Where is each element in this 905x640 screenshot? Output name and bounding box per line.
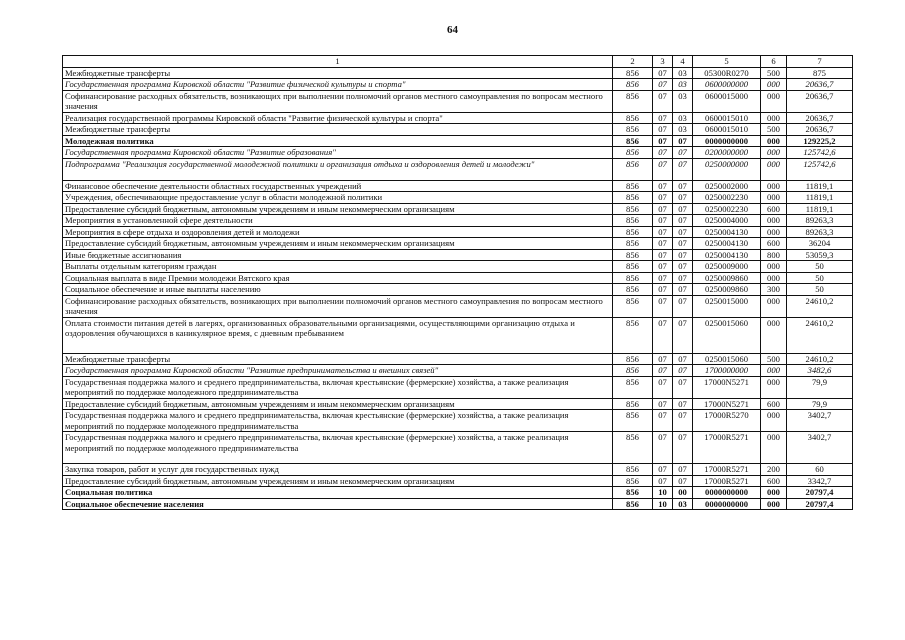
- row-name: Государственная программа Кировской области "Развитие физической культуры и спорта": [63, 79, 613, 91]
- row-section: 07: [653, 295, 673, 317]
- row-expense-type: 000: [761, 158, 787, 180]
- row-subsection: 03: [673, 124, 693, 136]
- row-section: 07: [653, 464, 673, 476]
- row-amount: 79,9: [787, 376, 853, 398]
- row-name: Подпрограмма "Реализация государственной молодежной политики и организация отдыха и оздоровления детей и молодежи": [63, 158, 613, 180]
- header-cell: 6: [761, 56, 787, 68]
- table-row: [63, 124, 853, 136]
- table-row: [63, 432, 853, 464]
- row-target-article: 17000N5271: [693, 398, 761, 410]
- row-subsection: 07: [673, 147, 693, 159]
- table-row: [63, 317, 853, 353]
- row-amount: 24610,2: [787, 353, 853, 365]
- row-expense-type: 000: [761, 192, 787, 204]
- row-section: 07: [653, 432, 673, 464]
- row-admin-code: 856: [613, 284, 653, 296]
- row-admin-code: 856: [613, 147, 653, 159]
- table-row: [63, 365, 853, 377]
- row-amount: 875: [787, 67, 853, 79]
- row-name: Закупка товаров, работ и услуг для государственных нужд: [63, 464, 613, 476]
- row-target-article: 17000R5270: [693, 410, 761, 432]
- row-section: 07: [653, 353, 673, 365]
- row-target-article: 0250002230: [693, 203, 761, 215]
- row-name: Социальное обеспечение и иные выплаты населению: [63, 284, 613, 296]
- row-section: 07: [653, 272, 673, 284]
- header-cell: 3: [653, 56, 673, 68]
- table-row: [63, 295, 853, 317]
- row-admin-code: 856: [613, 215, 653, 227]
- row-expense-type: 000: [761, 365, 787, 377]
- row-admin-code: 856: [613, 353, 653, 365]
- row-name: Предоставление субсидий бюджетным, автономным учреждениям и иным некоммерческим организациям: [63, 475, 613, 487]
- row-amount: 60: [787, 464, 853, 476]
- row-amount: 24610,2: [787, 295, 853, 317]
- row-amount: 11819,1: [787, 192, 853, 204]
- row-amount: 20636,7: [787, 124, 853, 136]
- row-subsection: 03: [673, 112, 693, 124]
- row-expense-type: 600: [761, 398, 787, 410]
- row-target-article: 17000N5271: [693, 376, 761, 398]
- row-expense-type: 000: [761, 261, 787, 273]
- row-subsection: 07: [673, 158, 693, 180]
- row-expense-type: 000: [761, 272, 787, 284]
- row-subsection: 07: [673, 261, 693, 273]
- row-amount: 20636,7: [787, 79, 853, 91]
- table-row: [63, 272, 853, 284]
- row-admin-code: 856: [613, 410, 653, 432]
- row-name: Межбюджетные трансферты: [63, 67, 613, 79]
- table-row: [63, 112, 853, 124]
- table-row: [63, 215, 853, 227]
- row-section: 10: [653, 487, 673, 499]
- row-subsection: 07: [673, 432, 693, 464]
- row-admin-code: 856: [613, 317, 653, 353]
- table-row: [63, 147, 853, 159]
- row-amount: 20797,4: [787, 487, 853, 499]
- row-section: 07: [653, 284, 673, 296]
- row-admin-code: 856: [613, 475, 653, 487]
- row-expense-type: 500: [761, 67, 787, 79]
- row-target-article: 0250000000: [693, 158, 761, 180]
- table-row: [63, 135, 853, 147]
- row-subsection: 03: [673, 90, 693, 112]
- row-name: Софинансирование расходных обязательств, возникающих при выполнении полномочий органов местного самоуправления по вопросам местного значения: [63, 295, 613, 317]
- row-name: Предоставление субсидий бюджетным, автономным учреждениям и иным некоммерческим организациям: [63, 238, 613, 250]
- row-admin-code: 856: [613, 135, 653, 147]
- row-amount: 53059,3: [787, 249, 853, 261]
- row-section: 07: [653, 249, 673, 261]
- budget-table: [62, 55, 853, 510]
- row-section: 07: [653, 475, 673, 487]
- row-expense-type: 000: [761, 487, 787, 499]
- header-cell: 2: [613, 56, 653, 68]
- row-amount: 50: [787, 272, 853, 284]
- row-expense-type: 800: [761, 249, 787, 261]
- row-expense-type: 600: [761, 475, 787, 487]
- table-row: [63, 487, 853, 499]
- header-cell: 5: [693, 56, 761, 68]
- row-amount: 79,9: [787, 398, 853, 410]
- row-subsection: 07: [673, 365, 693, 377]
- row-expense-type: 300: [761, 284, 787, 296]
- row-name: Софинансирование расходных обязательств, возникающих при выполнении полномочий органов местного самоуправления по вопросам местного значения: [63, 90, 613, 112]
- row-section: 07: [653, 147, 673, 159]
- row-subsection: 07: [673, 284, 693, 296]
- row-expense-type: 600: [761, 238, 787, 250]
- row-admin-code: 856: [613, 376, 653, 398]
- table-row: [63, 226, 853, 238]
- row-section: 10: [653, 498, 673, 510]
- row-amount: 3342,7: [787, 475, 853, 487]
- row-section: 07: [653, 90, 673, 112]
- row-amount: 3402,7: [787, 432, 853, 464]
- row-section: 07: [653, 365, 673, 377]
- row-target-article: 17000R5271: [693, 464, 761, 476]
- table-row: [63, 475, 853, 487]
- row-admin-code: 856: [613, 238, 653, 250]
- row-subsection: 03: [673, 498, 693, 510]
- row-expense-type: 000: [761, 215, 787, 227]
- row-expense-type: 000: [761, 226, 787, 238]
- row-admin-code: 856: [613, 432, 653, 464]
- row-name: Молодежная политика: [63, 135, 613, 147]
- row-admin-code: 856: [613, 112, 653, 124]
- row-admin-code: 856: [613, 464, 653, 476]
- row-admin-code: 856: [613, 180, 653, 192]
- row-subsection: 07: [673, 203, 693, 215]
- row-admin-code: 856: [613, 79, 653, 91]
- table-row: [63, 498, 853, 510]
- page-number: 64: [447, 24, 458, 36]
- table-row: [63, 353, 853, 365]
- row-expense-type: 000: [761, 135, 787, 147]
- row-target-article: 0000000000: [693, 498, 761, 510]
- row-subsection: 07: [673, 376, 693, 398]
- row-name: Государственная поддержка малого и среднего предпринимательства, включая крестьянские (фермерские) хозяйства, а также реализация мероприятий по поддержке молодежного предпринимательства: [63, 376, 613, 398]
- row-target-article: 0250009860: [693, 272, 761, 284]
- row-target-article: 0250009860: [693, 284, 761, 296]
- table-row: [63, 180, 853, 192]
- row-name: Социальная политика: [63, 487, 613, 499]
- table-header-row: [63, 56, 853, 68]
- table-row: [63, 398, 853, 410]
- row-expense-type: 600: [761, 203, 787, 215]
- row-expense-type: 500: [761, 353, 787, 365]
- row-section: 07: [653, 226, 673, 238]
- row-name: Государственная поддержка малого и среднего предпринимательства, включая крестьянские (фермерские) хозяйства, а также реализация мероприятий по поддержке молодежного предпринимательства: [63, 432, 613, 464]
- row-name: Государственная поддержка малого и среднего предпринимательства, включая крестьянские (фермерские) хозяйства, а также реализация мероприятий по поддержке молодежного предпринимательства: [63, 410, 613, 432]
- row-amount: 50: [787, 261, 853, 273]
- row-expense-type: 000: [761, 498, 787, 510]
- row-section: 07: [653, 317, 673, 353]
- row-amount: 20636,7: [787, 112, 853, 124]
- row-expense-type: 000: [761, 147, 787, 159]
- row-target-article: 0250004130: [693, 226, 761, 238]
- row-target-article: 17000R5271: [693, 432, 761, 464]
- row-name: Предоставление субсидий бюджетным, автономным учреждениям и иным некоммерческим организациям: [63, 398, 613, 410]
- row-target-article: 0200000000: [693, 147, 761, 159]
- row-section: 07: [653, 261, 673, 273]
- row-name: Выплаты отдельным категориям граждан: [63, 261, 613, 273]
- row-expense-type: 000: [761, 295, 787, 317]
- row-target-article: 0000000000: [693, 487, 761, 499]
- table-row: [63, 284, 853, 296]
- row-name: Учреждения, обеспечивающие предоставление услуг в области молодежной политики: [63, 192, 613, 204]
- row-expense-type: 500: [761, 124, 787, 136]
- row-subsection: 07: [673, 226, 693, 238]
- row-admin-code: 856: [613, 398, 653, 410]
- row-amount: 125742,6: [787, 147, 853, 159]
- row-subsection: 07: [673, 295, 693, 317]
- row-target-article: 0600000000: [693, 79, 761, 91]
- row-subsection: 07: [673, 464, 693, 476]
- table-row: [63, 90, 853, 112]
- row-amount: 24610,2: [787, 317, 853, 353]
- table-row: [63, 158, 853, 180]
- row-amount: 89263,3: [787, 215, 853, 227]
- row-section: 07: [653, 238, 673, 250]
- row-amount: 129225,2: [787, 135, 853, 147]
- row-target-article: 0250004130: [693, 238, 761, 250]
- row-section: 07: [653, 135, 673, 147]
- row-target-article: 0250004000: [693, 215, 761, 227]
- row-amount: 50: [787, 284, 853, 296]
- row-name: Мероприятия в установленной сфере деятельности: [63, 215, 613, 227]
- row-expense-type: 000: [761, 432, 787, 464]
- row-section: 07: [653, 215, 673, 227]
- row-section: 07: [653, 376, 673, 398]
- table-row: [63, 203, 853, 215]
- row-target-article: 17000R5271: [693, 475, 761, 487]
- row-target-article: 0250015000: [693, 295, 761, 317]
- row-subsection: 00: [673, 487, 693, 499]
- row-amount: 36204: [787, 238, 853, 250]
- row-expense-type: 000: [761, 376, 787, 398]
- row-section: 07: [653, 398, 673, 410]
- row-target-article: 0250015060: [693, 317, 761, 353]
- row-admin-code: 856: [613, 272, 653, 284]
- row-amount: 89263,3: [787, 226, 853, 238]
- table-row: [63, 67, 853, 79]
- table-row: [63, 79, 853, 91]
- row-expense-type: 000: [761, 410, 787, 432]
- row-subsection: 07: [673, 249, 693, 261]
- row-subsection: 07: [673, 192, 693, 204]
- row-amount: 125742,6: [787, 158, 853, 180]
- row-admin-code: 856: [613, 295, 653, 317]
- table-row: [63, 410, 853, 432]
- row-subsection: 07: [673, 317, 693, 353]
- row-target-article: 0250009000: [693, 261, 761, 273]
- row-expense-type: 000: [761, 112, 787, 124]
- row-subsection: 07: [673, 135, 693, 147]
- row-expense-type: 000: [761, 180, 787, 192]
- row-admin-code: 856: [613, 261, 653, 273]
- row-section: 07: [653, 192, 673, 204]
- row-target-article: 0250002000: [693, 180, 761, 192]
- row-admin-code: 856: [613, 90, 653, 112]
- table-row: [63, 376, 853, 398]
- table-row: [63, 261, 853, 273]
- row-section: 07: [653, 112, 673, 124]
- row-target-article: 1700000000: [693, 365, 761, 377]
- row-name: Финансовое обеспечение деятельности областных государственных учреждений: [63, 180, 613, 192]
- row-subsection: 07: [673, 215, 693, 227]
- row-subsection: 07: [673, 180, 693, 192]
- row-admin-code: 856: [613, 158, 653, 180]
- row-admin-code: 856: [613, 203, 653, 215]
- row-amount: 20797,4: [787, 498, 853, 510]
- header-cell: 4: [673, 56, 693, 68]
- row-admin-code: 856: [613, 67, 653, 79]
- row-admin-code: 856: [613, 226, 653, 238]
- row-section: 07: [653, 79, 673, 91]
- row-admin-code: 856: [613, 192, 653, 204]
- row-target-article: 0000000000: [693, 135, 761, 147]
- header-cell: 7: [787, 56, 853, 68]
- row-admin-code: 856: [613, 365, 653, 377]
- header-cell: 1: [63, 56, 613, 68]
- row-name: Реализация государственной программы Кировской области "Развитие физической культуры и спорта": [63, 112, 613, 124]
- row-section: 07: [653, 67, 673, 79]
- row-subsection: 07: [673, 475, 693, 487]
- row-expense-type: 000: [761, 90, 787, 112]
- row-subsection: 07: [673, 353, 693, 365]
- row-name: Оплата стоимости питания детей в лагерях, организованных образовательными организациями, осуществляющими организацию отдыха и оздоровления обучающихся в каникулярное время, с дневным пребыванием: [63, 317, 613, 353]
- row-target-article: 0600015010: [693, 124, 761, 136]
- row-subsection: 03: [673, 67, 693, 79]
- row-amount: 20636,7: [787, 90, 853, 112]
- row-target-article: 0250002230: [693, 192, 761, 204]
- row-name: Предоставление субсидий бюджетным, автономным учреждениям и иным некоммерческим организациям: [63, 203, 613, 215]
- table-row: [63, 238, 853, 250]
- row-name: Иные бюджетные ассигнования: [63, 249, 613, 261]
- row-subsection: 07: [673, 410, 693, 432]
- row-subsection: 03: [673, 79, 693, 91]
- row-amount: 3402,7: [787, 410, 853, 432]
- row-name: Государственная программа Кировской области "Развитие образования": [63, 147, 613, 159]
- row-target-article: 0250015060: [693, 353, 761, 365]
- row-admin-code: 856: [613, 249, 653, 261]
- row-expense-type: 000: [761, 317, 787, 353]
- row-name: Социальное обеспечение населения: [63, 498, 613, 510]
- row-target-article: 0600015010: [693, 112, 761, 124]
- row-expense-type: 200: [761, 464, 787, 476]
- row-expense-type: 000: [761, 79, 787, 91]
- table-row: [63, 192, 853, 204]
- row-name: Мероприятия в сфере отдыха и оздоровления детей и молодежи: [63, 226, 613, 238]
- row-section: 07: [653, 410, 673, 432]
- row-amount: 3482,6: [787, 365, 853, 377]
- row-section: 07: [653, 180, 673, 192]
- row-target-article: 0250004130: [693, 249, 761, 261]
- row-name: Межбюджетные трансферты: [63, 124, 613, 136]
- table-row: [63, 464, 853, 476]
- row-section: 07: [653, 203, 673, 215]
- row-subsection: 07: [673, 398, 693, 410]
- row-admin-code: 856: [613, 498, 653, 510]
- row-name: Государственная программа Кировской области "Развитие предпринимательства и внешних связей": [63, 365, 613, 377]
- table-row: [63, 249, 853, 261]
- row-admin-code: 856: [613, 124, 653, 136]
- row-admin-code: 856: [613, 487, 653, 499]
- row-section: 07: [653, 158, 673, 180]
- row-subsection: 07: [673, 272, 693, 284]
- row-amount: 11819,1: [787, 180, 853, 192]
- row-subsection: 07: [673, 238, 693, 250]
- row-target-article: 05300R0270: [693, 67, 761, 79]
- row-name: Межбюджетные трансферты: [63, 353, 613, 365]
- row-name: Социальная выплата в виде Премии молодежи Вятского края: [63, 272, 613, 284]
- row-target-article: 0600015000: [693, 90, 761, 112]
- row-section: 07: [653, 124, 673, 136]
- row-amount: 11819,1: [787, 203, 853, 215]
